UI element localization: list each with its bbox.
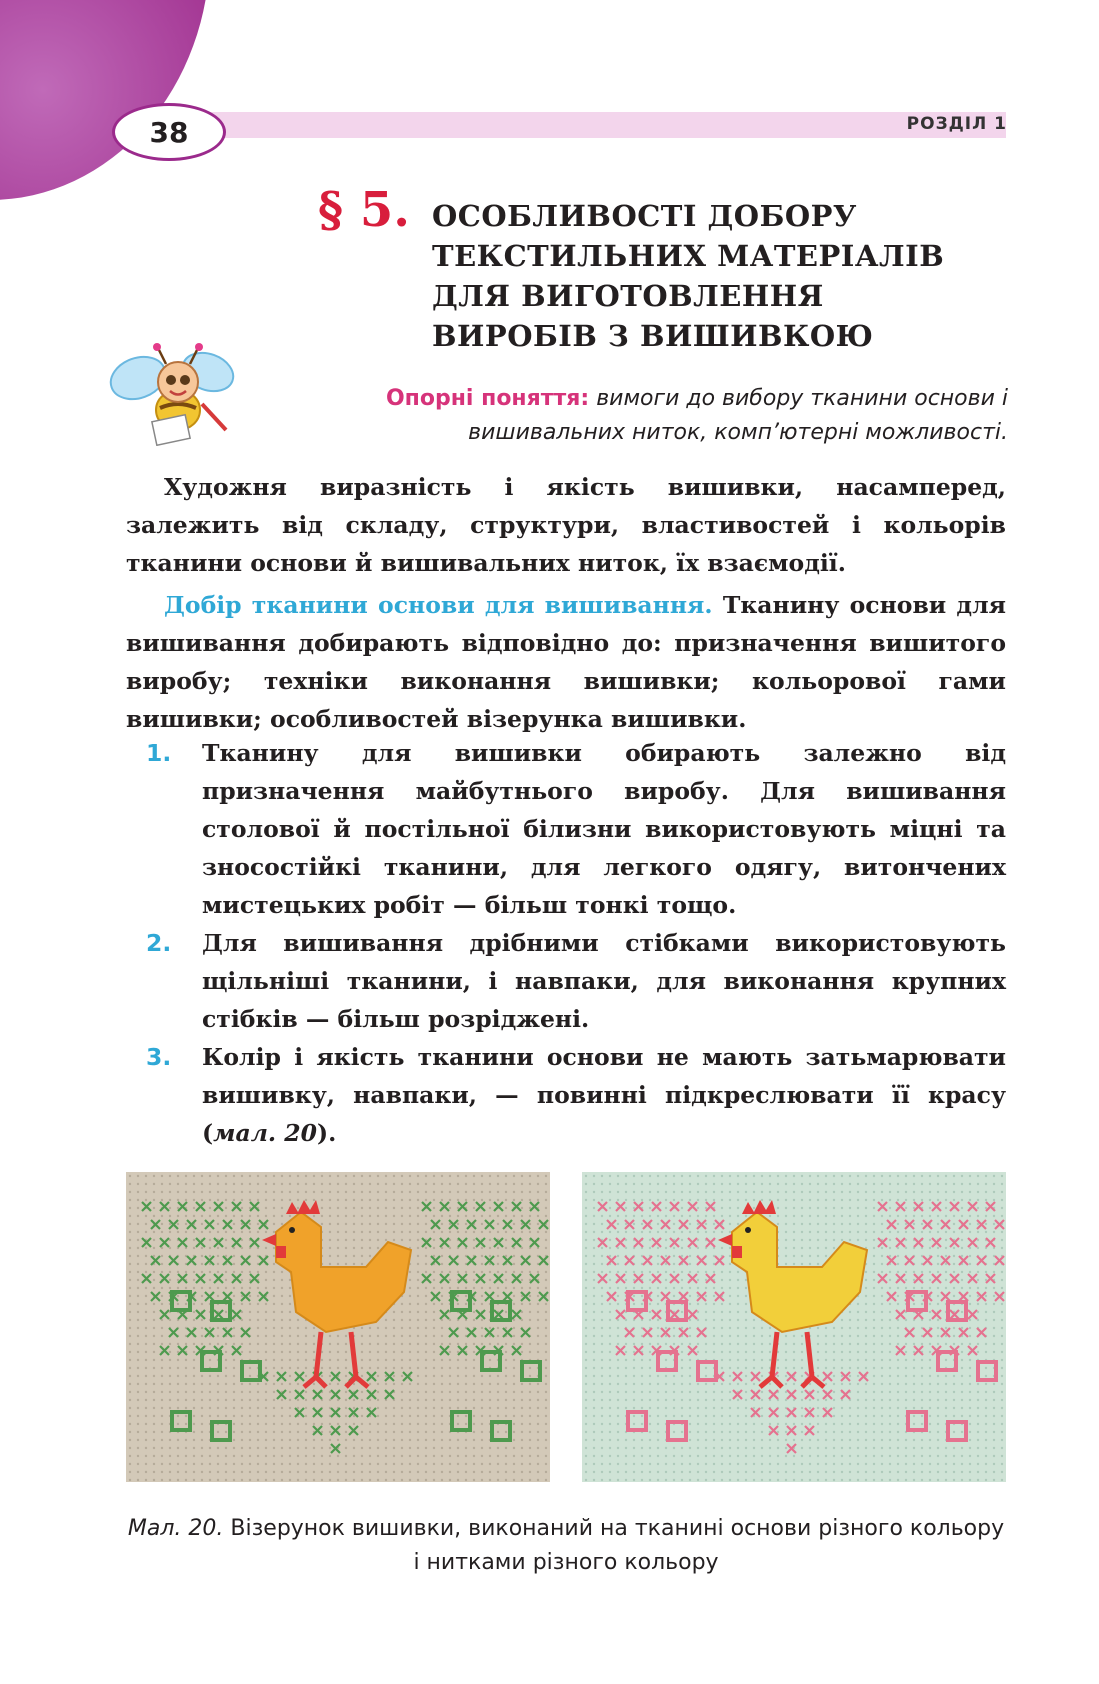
header-band xyxy=(200,112,1006,138)
caption-reference: Мал. 20. xyxy=(127,1516,224,1541)
list-number: 2. xyxy=(146,929,172,957)
list-text: Для вишивання дрібними стібками використовують щільніші тканини, і навпаки, для виконання крупних стібків — більш розріджені. xyxy=(202,929,1006,1033)
body-text xyxy=(126,468,1006,738)
title-line: ТЕКСТИЛЬНИХ МАТЕРІАЛІВ xyxy=(432,239,945,273)
intro-paragraph: Художня виразність і якість вишивки, насамперед, залежить від складу, структури, властивостей і кольорів тканини основи й вишивальних ниток, їх взаємодії. xyxy=(126,473,1006,577)
list-number: 3. xyxy=(146,1043,172,1071)
caption-text: Візерунок вишивки, виконаний на тканині основи різного кольору і нитками різного кольору xyxy=(230,1516,1005,1575)
list-ref-close: ). xyxy=(316,1119,337,1147)
section-label: РОЗДІЛ 1 xyxy=(906,114,1007,134)
list-ref-open: ( xyxy=(202,1119,214,1147)
list-item xyxy=(140,924,1006,1038)
embroidery-image-left xyxy=(126,1172,550,1482)
paragraph-number: § 5. xyxy=(318,182,410,238)
list-item xyxy=(140,1038,1006,1152)
title-line: ОСОБЛИВОСТІ ДОБОРУ xyxy=(432,199,857,233)
subsection-text: Тканину основи для вишивання добирають відповідно до: призначення вишитого виробу; техніки виконання вишивки; кольорової гами вишивки; особливостей візерунка вишивки. xyxy=(126,591,1007,733)
title-line: ДЛЯ ВИГОТОВЛЕННЯ xyxy=(432,279,824,313)
list-text: Колір і якість тканини основи не мають затьмарювати вишивку, навпаки, — повинні підкреслювати її красу xyxy=(202,1043,1006,1109)
key-concepts-text: вимоги до вибору тканини основи і вишивальних ниток, комп’ютерні можливості. xyxy=(468,386,1008,445)
bee-mascot-icon xyxy=(108,338,240,446)
page-number-text: 38 xyxy=(149,115,189,149)
subsection-title: Добір тканини основи для вишивання. xyxy=(164,591,713,619)
subsection-paragraph xyxy=(126,586,1006,738)
list-item xyxy=(140,734,1006,924)
figure-caption xyxy=(126,1512,1006,1580)
title-line: ВИРОБІВ З ВИШИВКОЮ xyxy=(432,319,874,353)
list-number: 1. xyxy=(146,739,172,767)
numbered-list xyxy=(140,734,1006,1152)
key-concepts xyxy=(278,382,1008,450)
list-text: Тканину для вишивки обирають залежно від призначення майбутнього виробу. Для вишивання столової й постільної білизни використовують міцні та зносостійкі тканини, для легкого одягу, витончених мистецьких робіт — більш тонкі тощо. xyxy=(202,739,1006,919)
section-title xyxy=(432,196,992,356)
page-number xyxy=(112,103,226,161)
embroidery-image-right xyxy=(582,1172,1006,1482)
corner-decoration xyxy=(0,0,210,200)
figure-reference: мал. 20 xyxy=(213,1119,317,1147)
key-concepts-label: Опорні поняття: xyxy=(385,386,590,411)
